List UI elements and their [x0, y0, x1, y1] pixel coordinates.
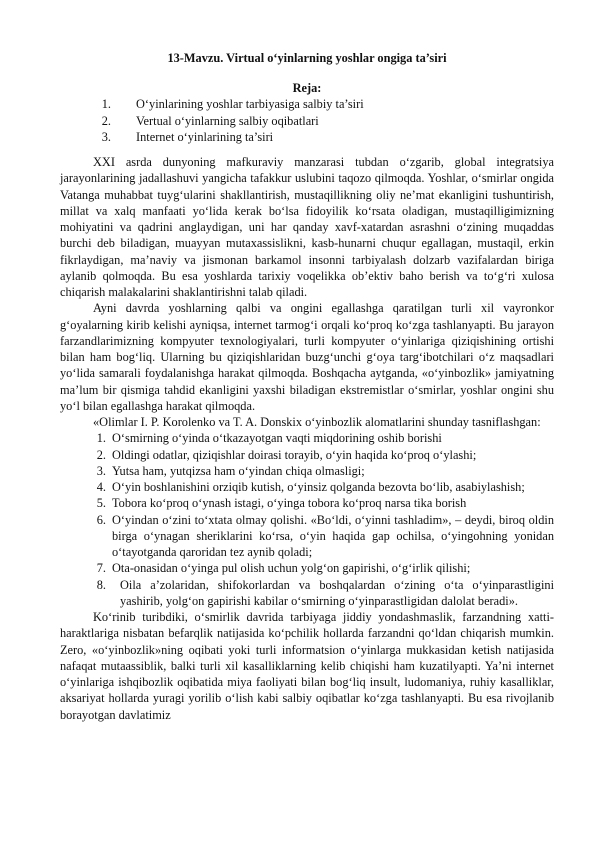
- list-item-text: Yutsa ham, yutqizsa ham o‘yindan chiqa olmasligi;: [112, 463, 365, 478]
- list-item-text: Tobora ko‘proq o‘ynash istagi, o‘yinga tobora ko‘proq narsa tika borish: [112, 496, 467, 511]
- list-item: [60, 577, 554, 610]
- list-item: [60, 479, 554, 495]
- plan-heading: Reja:: [292, 81, 322, 95]
- list-item-number: 8.: [96, 577, 106, 592]
- list-item: [60, 495, 554, 511]
- paragraph-consequences: Ko‘rinib turibdiki, o‘smirlik davrida tarbiyaga jiddiy yondashmaslik, farzandning xatti-haraktlariga nisbatan befarqlik natijasida ko‘pchilik hollarda farzandni qo‘ldan chiqarish mumkin. Zero, «o‘yinbozlik»ning oqibati yoki turli informatsion o‘yinlarga mukkasidan ketish natijasida nafaqat mutaassiblik, balki turli xil kasalliklarning kelib chiqishi ham kuzatilyapti. Ya’ni internet o‘yinlariga ishqibozlik oqibatida miya faoliyati bilan bog‘liq insult, ludomaniya, ruhiy kasalliklar, aksariyat hollarda yuragi yorilib o‘lish kabi salbiy oqibatlar ko‘zga tashlanyapti. Bu esa rivojlanib borayotgan davlatimiz: [60, 610, 554, 722]
- plan-item: [60, 96, 554, 112]
- list-item-number: 5.: [96, 496, 106, 511]
- list-item-number: 4.: [96, 480, 106, 494]
- plan-section: [60, 80, 554, 145]
- list-item-text: Ota-onasidan o‘yinga pul olish uchun yolg‘on gapirishi, o‘g‘irlik qilishi;: [112, 561, 471, 576]
- list-item-number: 2.: [96, 447, 106, 462]
- list-item-text: O‘yin boshlanishini orziqib kutish, o‘yinsiz qolganda bezovta bo‘lib, asabiylashish;: [112, 480, 525, 494]
- list-item-number: 6.: [96, 512, 106, 527]
- symptom-list: [60, 430, 554, 609]
- plan-item-number: 3.: [101, 129, 111, 144]
- list-item-number: 7.: [96, 561, 106, 576]
- plan-item-text: Internet o‘yinlarining ta’siri: [136, 129, 274, 144]
- document-page: [60, 50, 554, 723]
- paragraph-classification: «Olimlar I. P. Korolenko va T. A. Donskix o‘yinbozlik alomatlarini shunday tasniflashgan:: [93, 415, 541, 429]
- list-item: [60, 447, 554, 463]
- page-title: 13-Mavzu. Virtual o‘yinlarning yoshlar ongiga ta’siri: [167, 51, 447, 65]
- paragraph-context: Ayni davrda yoshlarning qalbi va ongini egallashga qaratilgan turli xil vayronkor g‘oyalarning kirib kelishi ayniqsa, internet tarmog‘i orqali ko‘proq ko‘zga tashlanyapti. Bu jarayon farzandlarimizning kompyuter texnologiyalari, turli kompyuter o‘yinlariga qiziqishining ortishi bilan ham bog‘liq. Ularning bu qiziqishlaridan buzg‘unchi g‘oya targ‘ibotchilari o‘z maqsadlari yo‘lida samarali foydalanishga harakat qilmoqda. Boshqacha aytganda, «o‘yinbozlik» jamiyatning ma’lum bir qismiga tahdid ekanligini yaxshi biladigan ekstremistlar o‘smirlar, yoshlar ongini shu yo‘l bilan egallashga harakat qilmoqda.: [60, 301, 554, 413]
- list-item-number: 3.: [96, 463, 106, 478]
- list-item-text: Oldingi odatlar, qiziqishlar doirasi torayib, o‘yin haqida ko‘proq o‘ylashi;: [112, 447, 477, 462]
- list-item: [60, 430, 554, 446]
- list-item: [60, 512, 554, 561]
- list-item-number: 1.: [96, 431, 106, 446]
- plan-item: [60, 129, 554, 145]
- plan-item: [60, 113, 554, 129]
- plan-item-number: 2.: [101, 113, 111, 128]
- spacer: [60, 66, 554, 80]
- list-item-text: O‘smirning o‘yinda o‘tkazayotgan vaqti miqdorining oshib borishi: [112, 431, 442, 446]
- paragraph-intro: XXI asrda dunyoning mafkuraviy manzarasi tubdan o‘zgarib, global integratsiya jarayonlarining jadallashuvi yangicha tafakkur uslubini taqozo qilmoqda. Yoshlar, o‘smirlar ongida Vatanga muhabbat tuyg‘ularini shakllantirish, mustaqillikning oliy ne’mat ekanligini tushuntirish, millat va xalq manfaati yo‘lida kerak bo‘lsa fidoyilik ko‘rsata oladigan, mustaqilligimizning mohiyatini va qadrini anglaydigan, uni har qanday xavf-xatardan asrashni o‘zining muqaddas burchi deb biladigan, muayyan mutaxassislikni, kasb-hunarni chuqur egallagan, mustaqil, erkin fikrlaydigan, ma’naviy va jismonan barkamol insonni tarbiyalash dolzarb vazifalardan biriga aylanib qolmoqda. Bu esa yoshlarda tarixiy voqelikka ob’ektiv baho berish va to‘g‘ri xulosa chiqarish malakalarini shaklantirishni talab qiladi.: [60, 155, 554, 299]
- list-item-text: Oila a’zolaridan, shifokorlardan va boshqalardan o‘zining o‘ta o‘yinparastligini yashirib, yolg‘on gapirishi kabilar o‘smirning o‘yinparastligidan dalolat beradi».: [120, 577, 554, 608]
- list-item-text: O‘yindan o‘zini to‘xtata olmay qolishi. «Bo‘ldi, o‘yinni tashladim», – deydi, biroq oldin birga o‘ynagan sheriklarini ko‘rsa, o‘yin haqida gap ochilsa, o‘yingohning yonidan o‘tayotganda qaroridan tez aynib qoladi;: [112, 512, 554, 559]
- plan-item-text: Vertual o‘yinlarning salbiy oqibatlari: [136, 113, 319, 128]
- plan-item-number: 1.: [101, 97, 111, 112]
- plan-item-text: O‘yinlarining yoshlar tarbiyasiga salbiy ta’siri: [136, 97, 364, 112]
- list-item: [60, 560, 554, 576]
- list-item: [60, 463, 554, 479]
